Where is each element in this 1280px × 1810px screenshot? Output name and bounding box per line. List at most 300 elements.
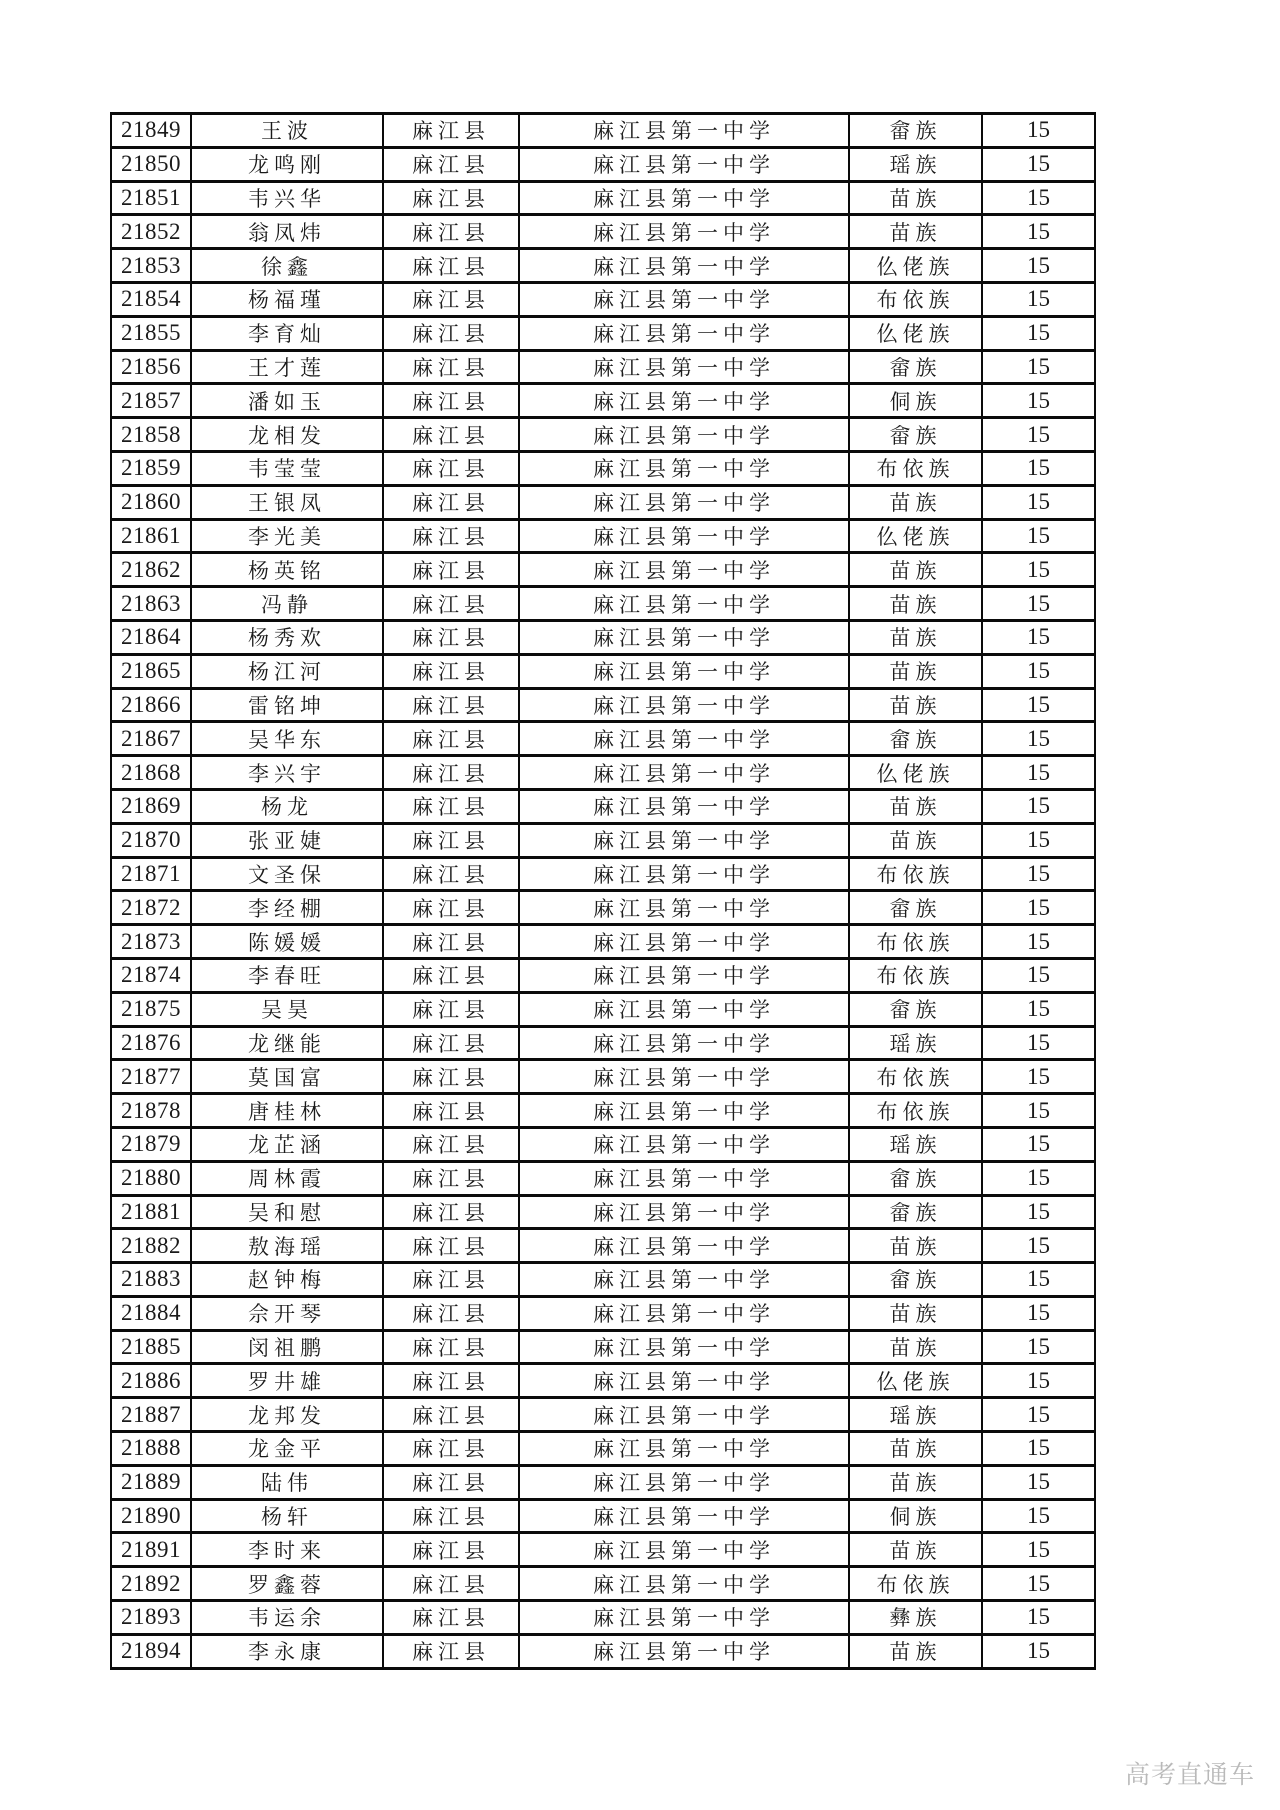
cell-count: 15 [982, 418, 1095, 452]
cell-school: 麻江县第一中学 [519, 587, 849, 621]
cell-count: 15 [982, 620, 1095, 654]
cell-school: 麻江县第一中学 [519, 925, 849, 959]
cell-county: 麻江县 [383, 1229, 519, 1263]
table-row [111, 992, 1095, 1026]
cell-ethnicity: 侗族 [849, 1499, 982, 1533]
cell-count: 15 [982, 451, 1095, 485]
cell-student-name: 雷铭坤 [191, 688, 383, 722]
cell-ethnicity: 苗族 [849, 1634, 982, 1668]
cell-student-id: 21887 [111, 1398, 191, 1432]
cell-count: 15 [982, 857, 1095, 891]
table-row [111, 958, 1095, 992]
cell-student-name: 闵祖鹏 [191, 1330, 383, 1364]
cell-county: 麻江县 [383, 282, 519, 316]
table-row [111, 1601, 1095, 1635]
cell-count: 15 [982, 1533, 1095, 1567]
table-row [111, 1127, 1095, 1161]
cell-student-id: 21863 [111, 587, 191, 621]
cell-student-name: 徐鑫 [191, 249, 383, 283]
table-row [111, 1499, 1095, 1533]
cell-student-id: 21866 [111, 688, 191, 722]
cell-county: 麻江县 [383, 485, 519, 519]
table-row [111, 1634, 1095, 1668]
cell-student-id: 21894 [111, 1634, 191, 1668]
cell-student-name: 莫国富 [191, 1060, 383, 1094]
cell-county: 麻江县 [383, 823, 519, 857]
cell-county: 麻江县 [383, 350, 519, 384]
cell-student-id: 21891 [111, 1533, 191, 1567]
cell-student-name: 李育灿 [191, 316, 383, 350]
cell-count: 15 [982, 485, 1095, 519]
cell-count: 15 [982, 688, 1095, 722]
cell-school: 麻江县第一中学 [519, 1364, 849, 1398]
cell-school: 麻江县第一中学 [519, 1229, 849, 1263]
cell-county: 麻江县 [383, 181, 519, 215]
cell-ethnicity: 苗族 [849, 215, 982, 249]
cell-ethnicity: 布依族 [849, 282, 982, 316]
cell-student-name: 李经棚 [191, 891, 383, 925]
cell-count: 15 [982, 215, 1095, 249]
cell-ethnicity: 苗族 [849, 789, 982, 823]
cell-ethnicity: 苗族 [849, 823, 982, 857]
cell-school: 麻江县第一中学 [519, 789, 849, 823]
table-row [111, 620, 1095, 654]
cell-county: 麻江县 [383, 756, 519, 790]
cell-ethnicity: 仫佬族 [849, 1364, 982, 1398]
cell-count: 15 [982, 1567, 1095, 1601]
table-row [111, 1364, 1095, 1398]
cell-student-id: 21889 [111, 1465, 191, 1499]
cell-county: 麻江县 [383, 857, 519, 891]
cell-ethnicity: 侗族 [849, 384, 982, 418]
cell-student-id: 21858 [111, 418, 191, 452]
cell-county: 麻江县 [383, 384, 519, 418]
cell-school: 麻江县第一中学 [519, 485, 849, 519]
cell-ethnicity: 苗族 [849, 587, 982, 621]
cell-ethnicity: 苗族 [849, 620, 982, 654]
cell-county: 麻江县 [383, 1634, 519, 1668]
cell-county: 麻江县 [383, 114, 519, 148]
cell-ethnicity: 苗族 [849, 553, 982, 587]
cell-student-id: 21877 [111, 1060, 191, 1094]
cell-county: 麻江县 [383, 418, 519, 452]
cell-student-id: 21861 [111, 519, 191, 553]
cell-school: 麻江县第一中学 [519, 1634, 849, 1668]
table-row [111, 1263, 1095, 1297]
roster-table-body [111, 114, 1095, 1669]
cell-ethnicity: 仫佬族 [849, 316, 982, 350]
table-row [111, 1195, 1095, 1229]
cell-count: 15 [982, 992, 1095, 1026]
cell-school: 麻江县第一中学 [519, 215, 849, 249]
cell-county: 麻江县 [383, 958, 519, 992]
cell-student-id: 21880 [111, 1161, 191, 1195]
cell-county: 麻江县 [383, 654, 519, 688]
cell-count: 15 [982, 1364, 1095, 1398]
cell-count: 15 [982, 1330, 1095, 1364]
cell-student-name: 杨福瑾 [191, 282, 383, 316]
cell-ethnicity: 苗族 [849, 1296, 982, 1330]
table-row [111, 114, 1095, 148]
cell-count: 15 [982, 114, 1095, 148]
cell-student-id: 21859 [111, 451, 191, 485]
cell-county: 麻江县 [383, 1161, 519, 1195]
cell-student-id: 21872 [111, 891, 191, 925]
cell-ethnicity: 畲族 [849, 418, 982, 452]
cell-county: 麻江县 [383, 1364, 519, 1398]
cell-count: 15 [982, 350, 1095, 384]
table-row [111, 1296, 1095, 1330]
cell-student-name: 吴昊 [191, 992, 383, 1026]
cell-student-name: 周林霞 [191, 1161, 383, 1195]
cell-school: 麻江县第一中学 [519, 1060, 849, 1094]
cell-ethnicity: 布依族 [849, 958, 982, 992]
cell-school: 麻江县第一中学 [519, 282, 849, 316]
cell-student-name: 龙鸣刚 [191, 147, 383, 181]
cell-county: 麻江县 [383, 1330, 519, 1364]
cell-student-name: 韦运余 [191, 1601, 383, 1635]
cell-county: 麻江县 [383, 620, 519, 654]
cell-ethnicity: 仫佬族 [849, 756, 982, 790]
cell-student-name: 李春旺 [191, 958, 383, 992]
cell-count: 15 [982, 1296, 1095, 1330]
cell-school: 麻江县第一中学 [519, 1094, 849, 1128]
table-row [111, 688, 1095, 722]
cell-county: 麻江县 [383, 587, 519, 621]
cell-student-name: 文圣保 [191, 857, 383, 891]
cell-ethnicity: 仫佬族 [849, 249, 982, 283]
cell-student-id: 21849 [111, 114, 191, 148]
cell-county: 麻江县 [383, 925, 519, 959]
cell-student-name: 陈媛媛 [191, 925, 383, 959]
cell-student-name: 唐桂林 [191, 1094, 383, 1128]
cell-county: 麻江县 [383, 1127, 519, 1161]
cell-county: 麻江县 [383, 1026, 519, 1060]
table-row [111, 789, 1095, 823]
cell-count: 15 [982, 316, 1095, 350]
table-row [111, 282, 1095, 316]
cell-ethnicity: 布依族 [849, 925, 982, 959]
cell-ethnicity: 畲族 [849, 1195, 982, 1229]
cell-school: 麻江县第一中学 [519, 1263, 849, 1297]
cell-student-name: 李兴宇 [191, 756, 383, 790]
cell-student-id: 21868 [111, 756, 191, 790]
cell-student-id: 21886 [111, 1364, 191, 1398]
table-row [111, 350, 1095, 384]
table-row [111, 519, 1095, 553]
table-row [111, 857, 1095, 891]
cell-count: 15 [982, 722, 1095, 756]
cell-ethnicity: 苗族 [849, 1465, 982, 1499]
cell-count: 15 [982, 789, 1095, 823]
cell-school: 麻江县第一中学 [519, 857, 849, 891]
cell-county: 麻江县 [383, 553, 519, 587]
cell-student-name: 龙继能 [191, 1026, 383, 1060]
cell-count: 15 [982, 249, 1095, 283]
cell-ethnicity: 苗族 [849, 1229, 982, 1263]
cell-student-id: 21882 [111, 1229, 191, 1263]
cell-county: 麻江县 [383, 688, 519, 722]
cell-county: 麻江县 [383, 1432, 519, 1466]
cell-student-id: 21878 [111, 1094, 191, 1128]
cell-school: 麻江县第一中学 [519, 1499, 849, 1533]
cell-school: 麻江县第一中学 [519, 1465, 849, 1499]
cell-student-name: 龙金平 [191, 1432, 383, 1466]
cell-school: 麻江县第一中学 [519, 1161, 849, 1195]
cell-ethnicity: 布依族 [849, 857, 982, 891]
cell-count: 15 [982, 1634, 1095, 1668]
cell-county: 麻江县 [383, 1296, 519, 1330]
cell-student-id: 21857 [111, 384, 191, 418]
table-row [111, 654, 1095, 688]
table-row [111, 485, 1095, 519]
cell-student-id: 21856 [111, 350, 191, 384]
cell-student-name: 王波 [191, 114, 383, 148]
cell-county: 麻江县 [383, 215, 519, 249]
cell-county: 麻江县 [383, 1195, 519, 1229]
cell-county: 麻江县 [383, 891, 519, 925]
cell-school: 麻江县第一中学 [519, 1127, 849, 1161]
cell-ethnicity: 畲族 [849, 1263, 982, 1297]
table-row [111, 1094, 1095, 1128]
cell-student-name: 敖海瑶 [191, 1229, 383, 1263]
cell-county: 麻江县 [383, 1533, 519, 1567]
cell-student-id: 21873 [111, 925, 191, 959]
cell-student-id: 21888 [111, 1432, 191, 1466]
cell-county: 麻江县 [383, 1499, 519, 1533]
cell-student-name: 翁凤炜 [191, 215, 383, 249]
cell-county: 麻江县 [383, 1398, 519, 1432]
cell-student-name: 罗鑫蓉 [191, 1567, 383, 1601]
table-row [111, 1432, 1095, 1466]
cell-county: 麻江县 [383, 722, 519, 756]
cell-student-id: 21870 [111, 823, 191, 857]
cell-count: 15 [982, 958, 1095, 992]
cell-count: 15 [982, 756, 1095, 790]
table-row [111, 1026, 1095, 1060]
cell-student-name: 李时来 [191, 1533, 383, 1567]
cell-school: 麻江县第一中学 [519, 1601, 849, 1635]
cell-student-id: 21885 [111, 1330, 191, 1364]
cell-ethnicity: 瑶族 [849, 147, 982, 181]
cell-ethnicity: 布依族 [849, 451, 982, 485]
cell-student-id: 21890 [111, 1499, 191, 1533]
table-row [111, 1398, 1095, 1432]
cell-school: 麻江县第一中学 [519, 1330, 849, 1364]
cell-student-name: 杨轩 [191, 1499, 383, 1533]
cell-ethnicity: 苗族 [849, 1432, 982, 1466]
cell-school: 麻江县第一中学 [519, 756, 849, 790]
cell-ethnicity: 畲族 [849, 722, 982, 756]
cell-student-name: 王才莲 [191, 350, 383, 384]
cell-county: 麻江县 [383, 1465, 519, 1499]
cell-ethnicity: 畲族 [849, 992, 982, 1026]
cell-student-name: 赵钟梅 [191, 1263, 383, 1297]
cell-student-id: 21879 [111, 1127, 191, 1161]
cell-student-name: 吴华东 [191, 722, 383, 756]
cell-count: 15 [982, 1060, 1095, 1094]
cell-ethnicity: 苗族 [849, 688, 982, 722]
table-row [111, 451, 1095, 485]
cell-student-id: 21860 [111, 485, 191, 519]
cell-student-id: 21867 [111, 722, 191, 756]
cell-count: 15 [982, 282, 1095, 316]
cell-school: 麻江县第一中学 [519, 249, 849, 283]
cell-student-id: 21893 [111, 1601, 191, 1635]
cell-count: 15 [982, 925, 1095, 959]
cell-school: 麻江县第一中学 [519, 1398, 849, 1432]
cell-student-id: 21869 [111, 789, 191, 823]
table-row [111, 1533, 1095, 1567]
cell-student-id: 21884 [111, 1296, 191, 1330]
table-row [111, 722, 1095, 756]
table-row [111, 756, 1095, 790]
cell-student-name: 杨江河 [191, 654, 383, 688]
cell-student-id: 21862 [111, 553, 191, 587]
cell-count: 15 [982, 147, 1095, 181]
table-row [111, 1567, 1095, 1601]
table-row [111, 418, 1095, 452]
cell-student-id: 21883 [111, 1263, 191, 1297]
table-row [111, 147, 1095, 181]
cell-student-name: 杨秀欢 [191, 620, 383, 654]
cell-county: 麻江县 [383, 1060, 519, 1094]
cell-student-id: 21892 [111, 1567, 191, 1601]
cell-student-id: 21864 [111, 620, 191, 654]
cell-ethnicity: 苗族 [849, 1330, 982, 1364]
cell-count: 15 [982, 553, 1095, 587]
cell-ethnicity: 畲族 [849, 350, 982, 384]
cell-county: 麻江县 [383, 451, 519, 485]
cell-count: 15 [982, 587, 1095, 621]
table-row [111, 249, 1095, 283]
cell-ethnicity: 瑶族 [849, 1398, 982, 1432]
table-row [111, 925, 1095, 959]
cell-student-id: 21851 [111, 181, 191, 215]
cell-county: 麻江县 [383, 249, 519, 283]
cell-ethnicity: 苗族 [849, 1533, 982, 1567]
cell-school: 麻江县第一中学 [519, 1296, 849, 1330]
cell-student-name: 王银凤 [191, 485, 383, 519]
cell-count: 15 [982, 181, 1095, 215]
cell-student-name: 龙邦发 [191, 1398, 383, 1432]
cell-student-name: 罗井雄 [191, 1364, 383, 1398]
cell-county: 麻江县 [383, 147, 519, 181]
cell-student-name: 韦莹莹 [191, 451, 383, 485]
cell-ethnicity: 布依族 [849, 1060, 982, 1094]
cell-county: 麻江县 [383, 1601, 519, 1635]
cell-county: 麻江县 [383, 789, 519, 823]
cell-county: 麻江县 [383, 519, 519, 553]
cell-count: 15 [982, 1263, 1095, 1297]
cell-student-name: 龙芷涵 [191, 1127, 383, 1161]
cell-count: 15 [982, 519, 1095, 553]
cell-school: 麻江县第一中学 [519, 1533, 849, 1567]
cell-ethnicity: 苗族 [849, 485, 982, 519]
cell-student-name: 杨英铭 [191, 553, 383, 587]
cell-school: 麻江县第一中学 [519, 688, 849, 722]
cell-school: 麻江县第一中学 [519, 147, 849, 181]
cell-county: 麻江县 [383, 1263, 519, 1297]
cell-school: 麻江县第一中学 [519, 992, 849, 1026]
cell-count: 15 [982, 1161, 1095, 1195]
cell-student-id: 21850 [111, 147, 191, 181]
cell-student-name: 张亚婕 [191, 823, 383, 857]
cell-school: 麻江县第一中学 [519, 1195, 849, 1229]
cell-school: 麻江县第一中学 [519, 1432, 849, 1466]
cell-count: 15 [982, 1127, 1095, 1161]
table-row [111, 1161, 1095, 1195]
cell-student-name: 吴和慰 [191, 1195, 383, 1229]
table-row [111, 1330, 1095, 1364]
cell-count: 15 [982, 654, 1095, 688]
table-row [111, 316, 1095, 350]
cell-ethnicity: 畲族 [849, 891, 982, 925]
cell-school: 麻江县第一中学 [519, 181, 849, 215]
cell-count: 15 [982, 823, 1095, 857]
table-row [111, 587, 1095, 621]
cell-school: 麻江县第一中学 [519, 654, 849, 688]
cell-student-name: 杨龙 [191, 789, 383, 823]
cell-school: 麻江县第一中学 [519, 620, 849, 654]
cell-ethnicity: 布依族 [849, 1567, 982, 1601]
cell-school: 麻江县第一中学 [519, 553, 849, 587]
cell-student-name: 李永康 [191, 1634, 383, 1668]
cell-school: 麻江县第一中学 [519, 384, 849, 418]
cell-count: 15 [982, 1465, 1095, 1499]
cell-student-name: 佘开琴 [191, 1296, 383, 1330]
cell-student-id: 21865 [111, 654, 191, 688]
cell-school: 麻江县第一中学 [519, 418, 849, 452]
cell-student-id: 21876 [111, 1026, 191, 1060]
cell-school: 麻江县第一中学 [519, 519, 849, 553]
cell-ethnicity: 瑶族 [849, 1127, 982, 1161]
cell-county: 麻江县 [383, 992, 519, 1026]
cell-student-id: 21855 [111, 316, 191, 350]
table-row [111, 1465, 1095, 1499]
cell-count: 15 [982, 384, 1095, 418]
table-row [111, 1229, 1095, 1263]
cell-count: 15 [982, 1398, 1095, 1432]
cell-student-id: 21881 [111, 1195, 191, 1229]
cell-ethnicity: 苗族 [849, 181, 982, 215]
table-row [111, 215, 1095, 249]
student-roster-table [110, 112, 1096, 1670]
cell-school: 麻江县第一中学 [519, 1567, 849, 1601]
table-row [111, 1060, 1095, 1094]
cell-school: 麻江县第一中学 [519, 823, 849, 857]
cell-school: 麻江县第一中学 [519, 451, 849, 485]
table-row [111, 823, 1095, 857]
cell-school: 麻江县第一中学 [519, 722, 849, 756]
cell-student-name: 陆伟 [191, 1465, 383, 1499]
cell-county: 麻江县 [383, 1567, 519, 1601]
table-row [111, 891, 1095, 925]
cell-student-id: 21852 [111, 215, 191, 249]
cell-ethnicity: 布依族 [849, 1094, 982, 1128]
cell-count: 15 [982, 1026, 1095, 1060]
table-row [111, 384, 1095, 418]
cell-student-id: 21874 [111, 958, 191, 992]
cell-ethnicity: 瑶族 [849, 1026, 982, 1060]
cell-count: 15 [982, 1601, 1095, 1635]
cell-count: 15 [982, 1432, 1095, 1466]
cell-school: 麻江县第一中学 [519, 114, 849, 148]
cell-county: 麻江县 [383, 316, 519, 350]
table-row [111, 181, 1095, 215]
cell-student-name: 冯静 [191, 587, 383, 621]
cell-school: 麻江县第一中学 [519, 316, 849, 350]
